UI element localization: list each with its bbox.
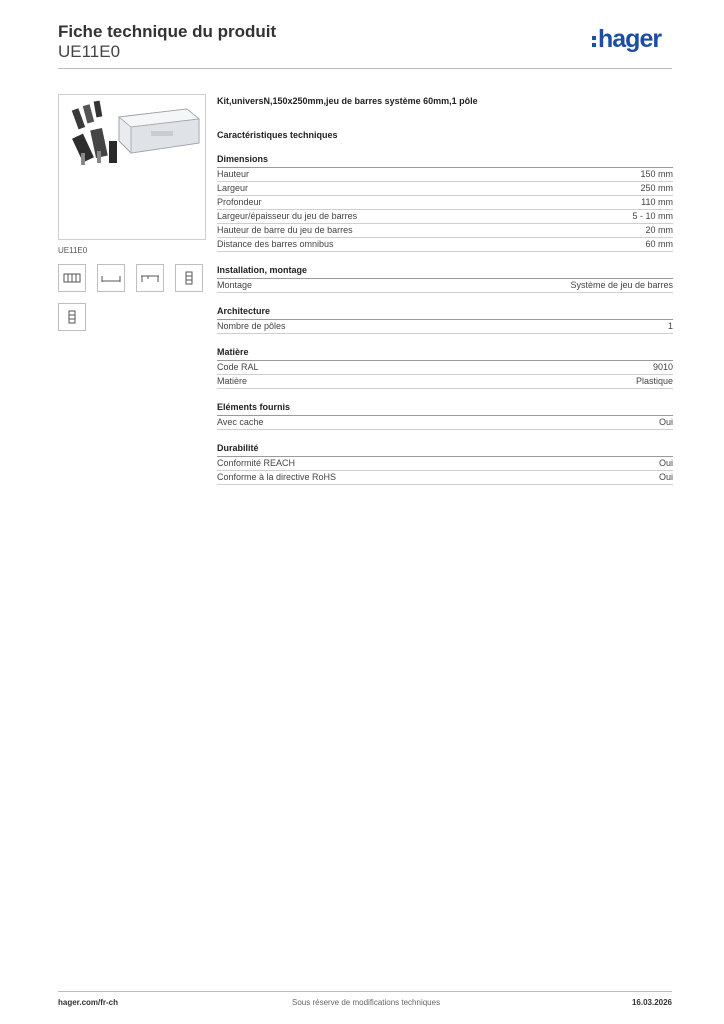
spec-label: Distance des barres omnibus	[217, 239, 334, 249]
spec-label: Nombre de pôles	[217, 321, 286, 331]
spec-label: Matière	[217, 376, 248, 386]
spec-label: Montage	[217, 280, 253, 290]
section-title: Architecture	[217, 306, 673, 320]
logo-text: hager	[598, 25, 662, 53]
spec-row	[217, 471, 673, 485]
dimension-drawing-icon	[140, 273, 160, 283]
spec-label: Avec cache	[217, 417, 264, 427]
thumbnail[interactable]	[175, 264, 203, 292]
product-image[interactable]	[58, 94, 206, 240]
spec-row	[217, 168, 673, 182]
spec-value: Plastique	[635, 376, 673, 386]
thumbnail[interactable]	[58, 264, 86, 292]
spec-value: 150 mm	[640, 169, 673, 179]
spec-row	[217, 279, 673, 293]
section-title: Matière	[217, 347, 673, 361]
spec-value: 110 mm	[641, 197, 673, 207]
spec-row	[217, 361, 673, 375]
product-photo-icon	[59, 95, 205, 239]
image-caption: UE11E0	[58, 246, 88, 255]
document-header	[58, 22, 276, 62]
section-title: Installation, montage	[217, 265, 673, 279]
tech-characteristics-heading: Caractéristiques techniques	[217, 130, 338, 140]
logo-dots-icon	[592, 36, 597, 50]
spec-label: Largeur	[217, 183, 249, 193]
spec-row	[217, 416, 673, 430]
spec-value: 250 mm	[640, 183, 673, 193]
footer-notice: Sous réserve de modifications techniques	[292, 998, 441, 1007]
spec-value: Oui	[658, 472, 673, 482]
spec-row	[217, 210, 673, 224]
spec-value: Oui	[658, 417, 673, 427]
thumbnail[interactable]	[136, 264, 164, 292]
section-installation	[217, 265, 673, 293]
section-supplied-items	[217, 402, 673, 430]
spec-label: Code RAL	[217, 362, 259, 372]
spec-value: 9010	[652, 362, 673, 372]
thumbnail[interactable]	[97, 264, 125, 292]
section-title: Durabilité	[217, 443, 673, 457]
spec-value: 20 mm	[645, 225, 673, 235]
spec-row	[217, 182, 673, 196]
header-divider	[58, 68, 672, 69]
section-title: Eléments fournis	[217, 402, 673, 416]
footer-date: 16.03.2026	[631, 998, 672, 1007]
section-durability	[217, 443, 673, 485]
spec-sheet	[217, 94, 673, 485]
spec-label: Largeur/épaisseur du jeu de barres	[217, 211, 358, 221]
spec-value: 60 mm	[645, 239, 673, 249]
section-dimensions	[217, 154, 673, 252]
spec-value: 1	[667, 321, 673, 331]
section-material	[217, 347, 673, 389]
thumbnail[interactable]	[58, 303, 86, 331]
spec-value: 5 - 10 mm	[632, 211, 673, 221]
side-view-icon	[184, 271, 194, 285]
spec-row	[217, 238, 673, 252]
spec-label: Conformité REACH	[217, 458, 296, 468]
thumbnail-gallery	[58, 264, 206, 331]
product-media	[58, 94, 206, 331]
spec-label: Hauteur de barre du jeu de barres	[217, 225, 353, 235]
spec-row	[217, 224, 673, 238]
spec-row	[217, 320, 673, 334]
spec-value: Oui	[658, 458, 673, 468]
product-view-icon	[63, 272, 81, 284]
product-reference: UE11E0	[58, 42, 121, 61]
website-link[interactable]: hager.com/fr-ch	[58, 998, 119, 1007]
spec-value: Système de jeu de barres	[570, 280, 673, 290]
section-title: Dimensions	[217, 154, 673, 168]
spec-label: Conforme à la directive RoHS	[217, 472, 337, 482]
page-title: Fiche technique du produit	[58, 22, 277, 41]
footer-divider	[58, 991, 672, 992]
dimension-drawing-icon	[101, 273, 121, 283]
spec-row	[217, 196, 673, 210]
section-architecture	[217, 306, 673, 334]
spec-row	[217, 457, 673, 471]
spec-label: Hauteur	[217, 169, 250, 179]
spec-row	[217, 375, 673, 389]
side-view-icon	[67, 310, 77, 324]
spec-label: Profondeur	[217, 197, 262, 207]
product-description: Kit,universN,150x250mm,jeu de barres système 60mm,1 pôle	[217, 96, 478, 106]
